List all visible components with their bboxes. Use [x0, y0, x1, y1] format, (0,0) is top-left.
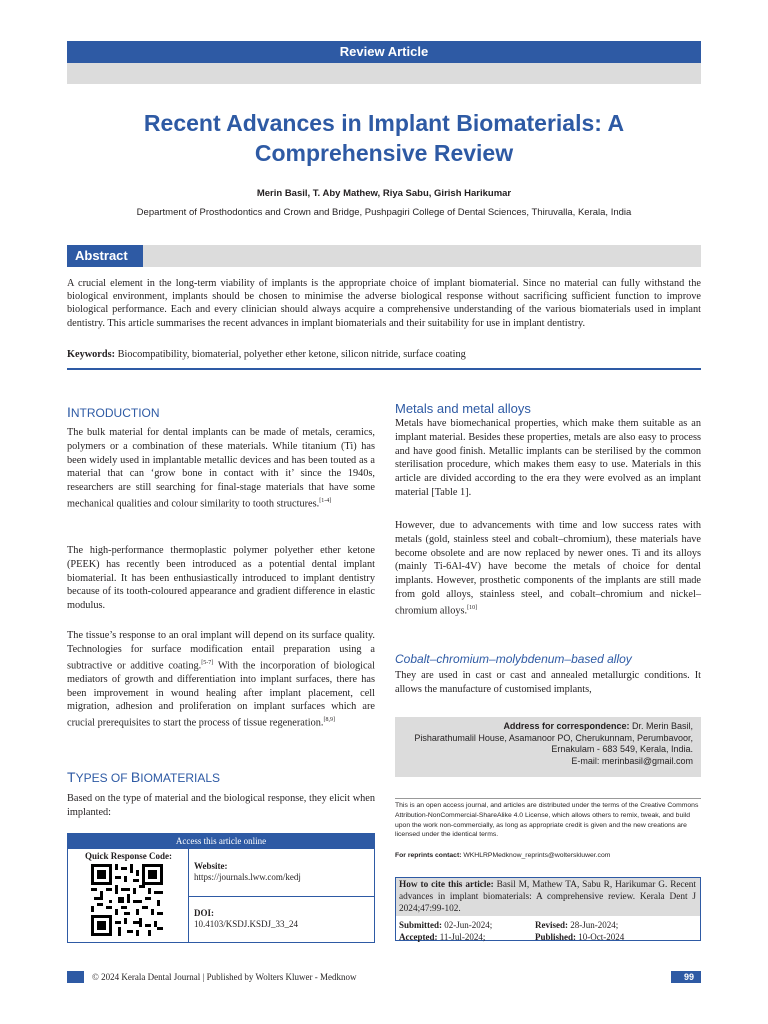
accepted-date: [399, 932, 485, 944]
correspondence-name: Dr. Merin Basil,: [631, 721, 693, 731]
introduction-p3-text-b: With the incorporation of biological mediators of growth and differentiation into implant surfaces, there has been improvement in wound healing after implant placement, cell migration, adhesion and proliferation on implant surfaces which are crucial prerequisites to start the process of tissue regeneration.: [67, 660, 375, 729]
revised-label: Revised:: [535, 920, 568, 930]
correspondence-email[interactable]: E-mail: merinbasil@gmail.com: [571, 755, 693, 766]
types-heading-initial-b: B: [130, 769, 141, 785]
accepted-label: Accepted:: [399, 932, 438, 942]
abstract-heading: Abstract: [67, 245, 143, 267]
article-title: Recent Advances in Implant Biomaterials: A Comprehensive Review: [143, 110, 625, 166]
types-heading-initial-t: T: [67, 769, 76, 785]
open-access-rule: [395, 798, 701, 799]
cocrmo-paragraph: They are used in cast or cast and annealed metallurgic conditions. It allows the manufacture of customised implants,: [395, 670, 701, 695]
access-box-header: Access this article online: [67, 833, 375, 849]
website-link[interactable]: https://journals.lww.com/kedj: [194, 872, 301, 882]
submitted-label: Submitted:: [399, 920, 443, 930]
authors: Merin Basil, T. Aby Mathew, Riya Sabu, Girish Harikumar: [256, 188, 512, 199]
correspondence-line-3: Ernakulam - 683 549, Kerala, India.: [551, 744, 693, 755]
cocrmo-subheading: Cobalt–chromium–molybdenum–based alloy: [395, 652, 632, 666]
article-type-bar: [67, 41, 701, 63]
citation-text: [399, 880, 696, 915]
article-type: Review Article: [339, 44, 429, 59]
footer-text: © 2024 Kerala Dental Journal | Published by Wolters Kluwer - Medknow: [92, 972, 357, 982]
types-heading-rest: IOMATERIALS: [140, 771, 221, 785]
metals-p2-ref: [10]: [467, 604, 478, 611]
introduction-heading-initial: I: [67, 404, 71, 420]
access-horizontal-divider: [188, 896, 375, 897]
open-access-notice: This is an open access journal, and articles are distributed under the terms of the Creative Commons Attribution-NonCommercial-ShareAlike 4.0 License, which allows others to remix, tweak, and build upon the work non-commercially, as long as appropriate credit is given and the new creations are licensed under the identical terms.: [395, 802, 699, 839]
metals-paragraph-1: Metals have biomechanical properties, which make them suitable as an implant material. Besides these properties, metals are also easy to process and have good finish. Metallic implants can be sterilised by the common sterilisation procedure, which makes them easy to use. Materials in this article are divided according to the era they were evolved as an implant material [Table 1].: [395, 418, 701, 498]
doi-block: [194, 908, 298, 930]
abstract-rule: [67, 368, 701, 370]
published-label: Published:: [535, 932, 577, 942]
submitted-date: [399, 920, 492, 932]
correspondence-line-2: Pisharathumalil House, Asamanoor PO, Cherukunnam, Perumbavoor,: [414, 732, 693, 743]
introduction-p3-ref-2: [8,9]: [323, 717, 335, 724]
introduction-paragraph-3: [67, 629, 375, 730]
reprints-label: For reprints contact:: [395, 852, 462, 859]
types-heading-mid: YPES OF: [75, 771, 131, 785]
introduction-paragraph-1: [67, 426, 375, 511]
page-number: 99: [683, 972, 694, 982]
introduction-p3-text-a: The tissue’s response to an oral implant will depend on its surface quality. Technologies for surface modification entail preparation using a subtractive or additive coating.: [67, 630, 375, 672]
metals-heading: Metals and metal alloys: [395, 401, 531, 416]
website-block: [194, 861, 301, 883]
introduction-p3-ref-1: [5-7]: [201, 659, 214, 666]
qr-label: Quick Response Code:: [84, 851, 172, 861]
revised-date: [535, 920, 618, 932]
keywords-list: Biocompatibility, biomaterial, polyether ether ketone, silicon nitride, surface coating: [117, 349, 466, 360]
introduction-heading-rest: NTRODUCTION: [70, 406, 160, 420]
abstract-band: [67, 245, 701, 267]
correspondence-text: [395, 721, 693, 767]
keywords-label: Keywords:: [67, 349, 116, 360]
doi-label: DOI:: [194, 908, 214, 918]
website-label: Website:: [194, 861, 228, 871]
published-date: [535, 932, 624, 944]
introduction-paragraph-2: The high-performance thermoplastic polymer polyether ether ketone (PEEK) has recently been introduced as a potential dental implant biomaterial. It has been enthusiastically introduced to implant dentistry because of its tooth-coloured appearance and gradient difference in elastic modulus.: [67, 545, 375, 612]
abstract-text: A crucial element in the long-term viability of implants is the appropriate choice of implant biomaterial. Since no material can fully withstand the biological environment, implants should be chosen to minimise the adverse biological response without sacrificing sufficient function to improve biological performance. Each and every clinician should always acquire a comprehensive understanding of the various biomaterials used in implant dentistry. This article summarises the recent advances in implant biomaterials and their suitability for use in implant dentistry.: [67, 278, 701, 329]
reprints-email[interactable]: WKHLRPMedknow_reprints@wolterskluwer.com: [463, 852, 611, 859]
metals-p2-text: However, due to advancements with time and low success rates with metals (gold, stainless steel and cobalt–chromium), these materials have become obsolete and are now replaced by newer ones. Ti and its alloys (mainly Ti-6Al-4V) have become the metals of choice for dental implants. However, prosthetic components of the implants are still made from gold alloys, stainless steel, and cobalt–chromium and nickel–chromium alloys.: [395, 520, 701, 617]
published-value: 10-Oct-2024: [578, 932, 625, 942]
introduction-p1-ref: [1-4]: [319, 497, 332, 504]
qr-code-icon[interactable]: [91, 864, 163, 936]
citation-body: Basil M, Mathew TA, Sabu R, Harikumar G. Recent advances in implant biomaterials: A comprehensive review. Kerala Dent J 2024;47:99-102.: [399, 880, 697, 914]
types-heading: [67, 769, 375, 785]
submitted-value: 02-Jun-2024;: [444, 920, 493, 930]
doi-value[interactable]: 10.4103/KSDJ.KSDJ_33_24: [194, 919, 299, 929]
keywords: [67, 349, 701, 360]
reprints-contact: [395, 852, 701, 859]
header-gray-band: [67, 63, 701, 84]
citation-label: How to cite this article:: [399, 880, 494, 890]
introduction-heading: [67, 404, 375, 420]
introduction-p1-text: The bulk material for dental implants can be made of metals, ceramics, polymers or a combination of these materials. While titanium (Ti) has been widely used in implantable metallic devices and has been touted as a material that can ‘grow bone in contact with it’ since the 1940s, researchers are still searching for final-stage materials that have some mechanical qualities and colour similarity to tooth structures.: [67, 427, 375, 510]
accepted-value: 11-Jul-2024;: [439, 932, 486, 942]
metals-paragraph-2: [395, 519, 701, 618]
affiliation: Department of Prosthodontics and Crown and Bridge, Pushpagiri College of Dental Sciences, Thiruvalla, Kerala, India: [136, 207, 632, 218]
correspondence-line-1: [395, 721, 693, 733]
revised-value: 28-Jun-2024;: [570, 920, 619, 930]
types-paragraph-1: Based on the type of material and the biological response, they elicit when implanted:: [67, 793, 375, 818]
correspondence-label: Address for correspondence:: [503, 721, 630, 731]
